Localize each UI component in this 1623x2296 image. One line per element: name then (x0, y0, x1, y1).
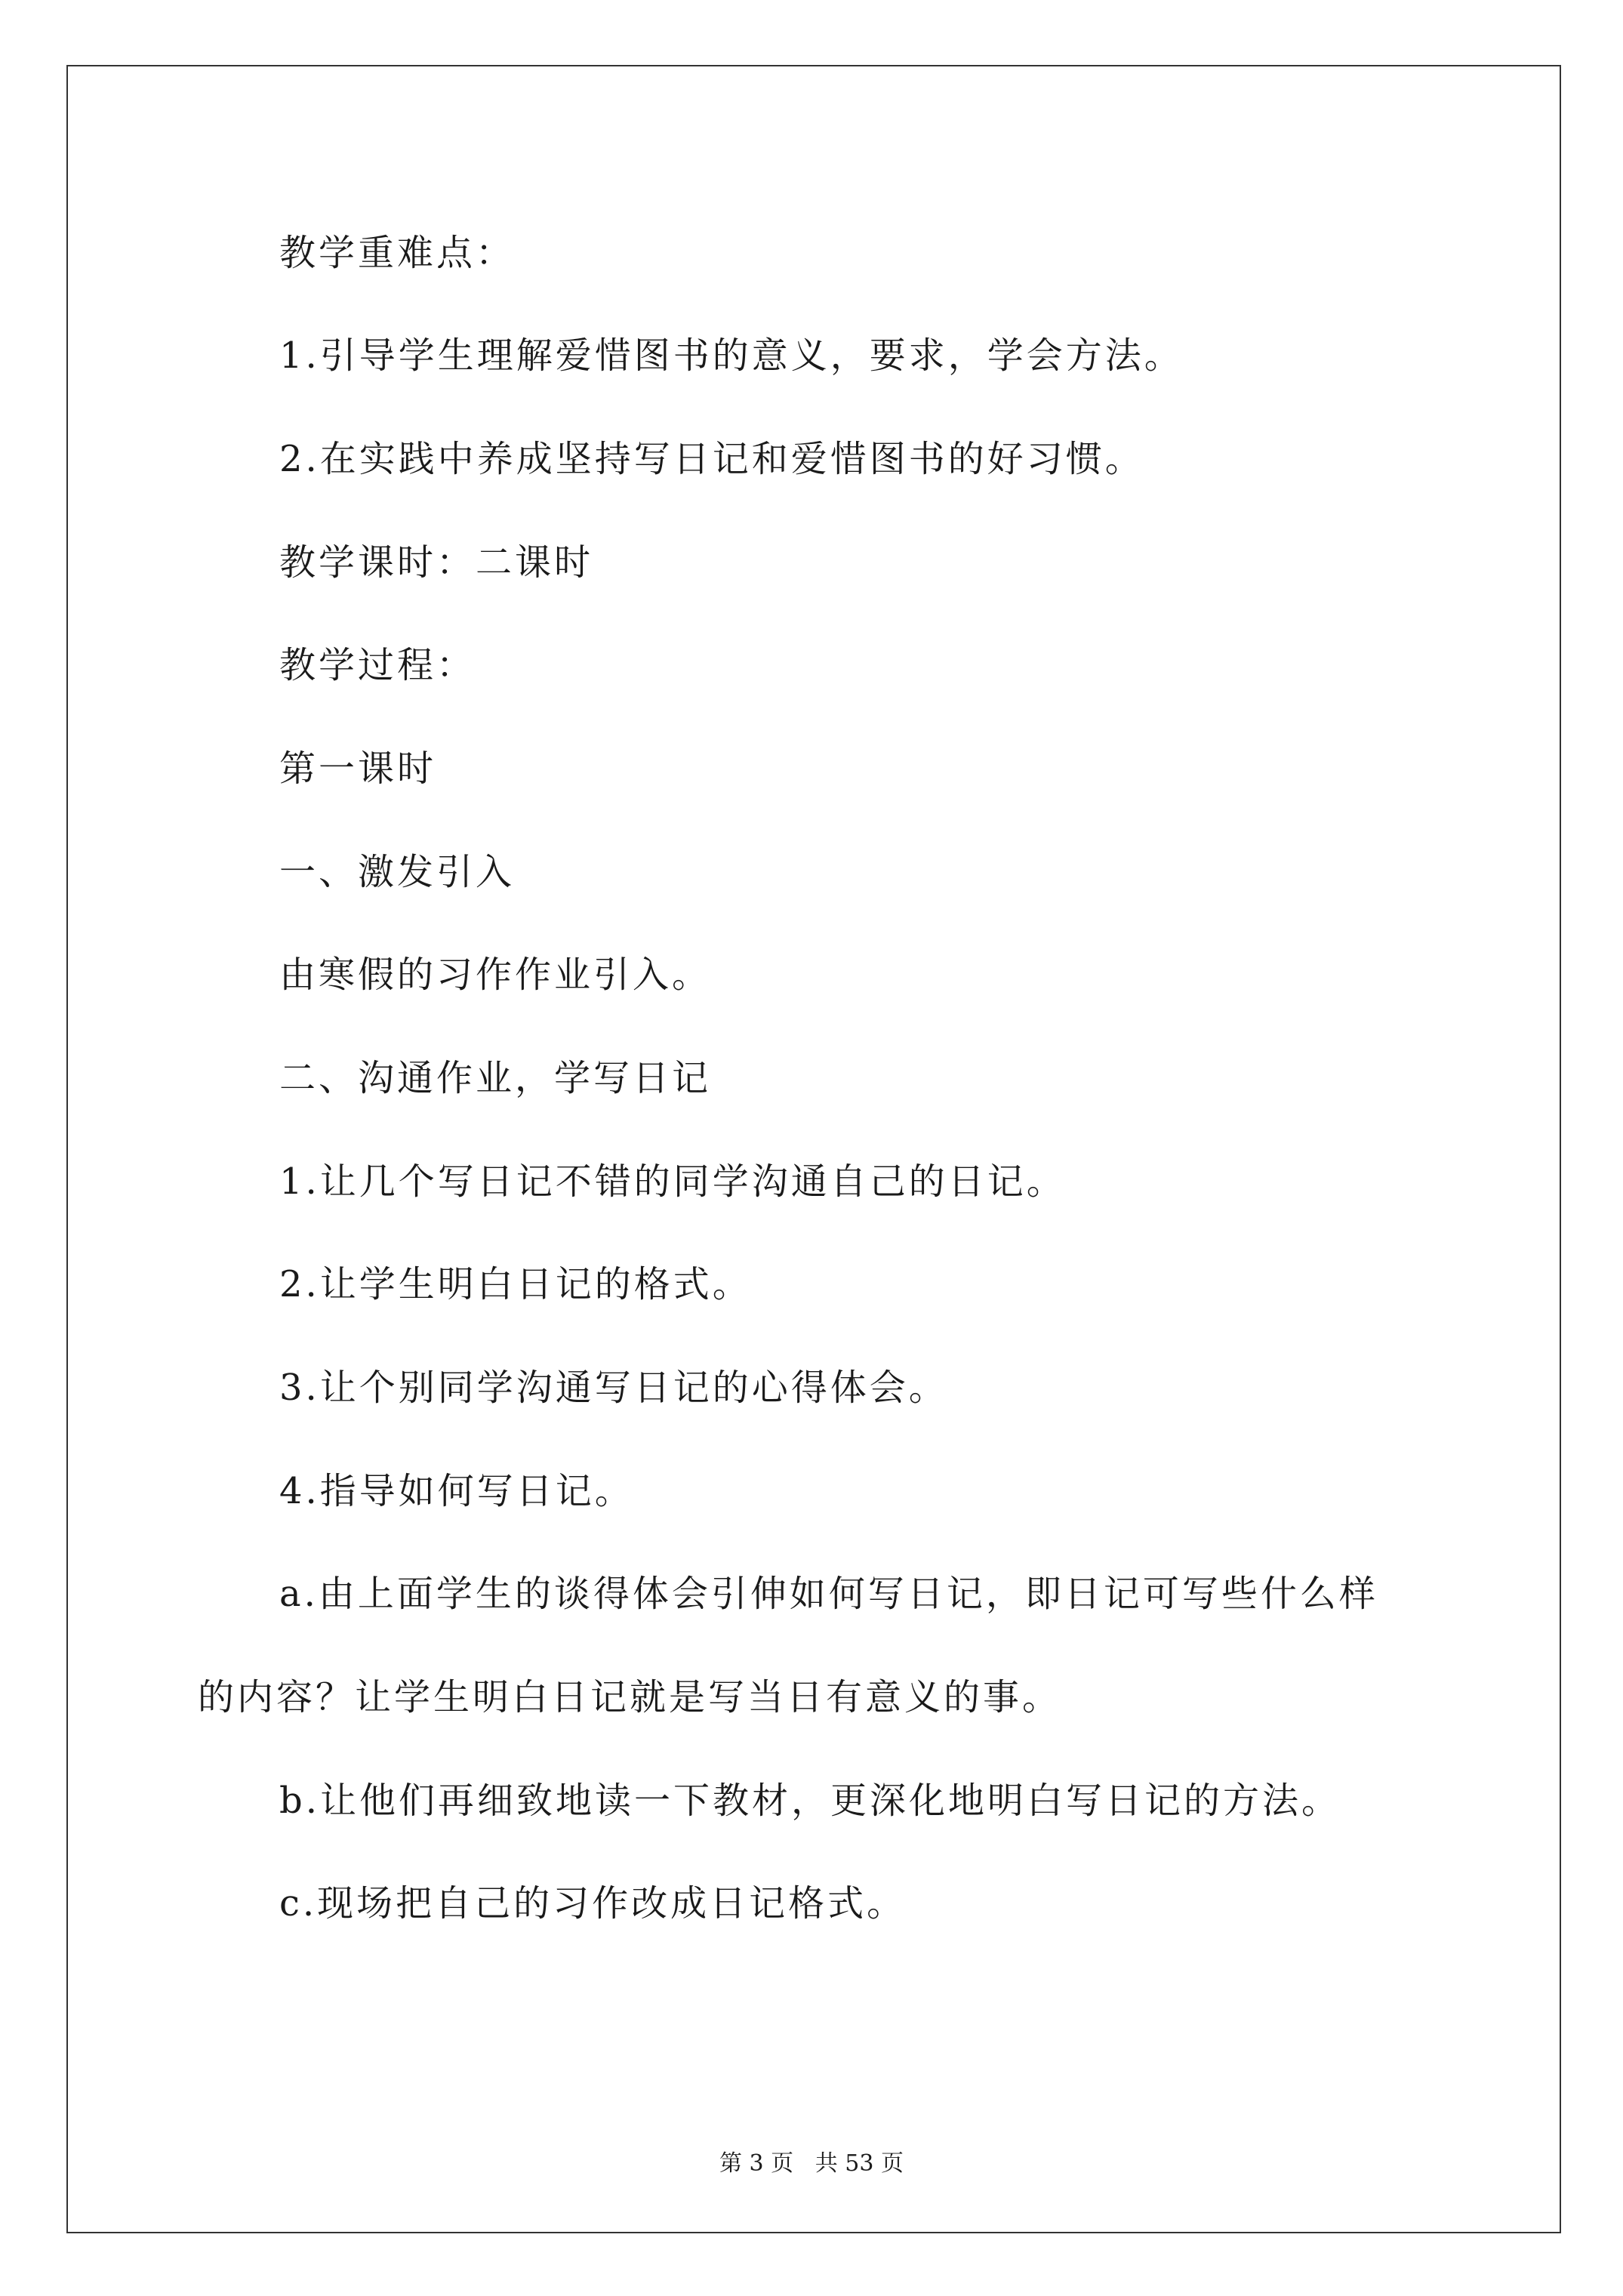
page-number-footer: 第 3 页 共 53 页 (719, 2150, 904, 2177)
paragraph: 由寒假的习作作业引入。 (279, 954, 712, 996)
paragraph: 2.让学生明白日记的格式。 (279, 1263, 752, 1305)
section-heading-part-one: 一、激发引入 (279, 851, 516, 893)
section-heading-key-points: 教学重难点： (279, 232, 516, 274)
paragraph: a.由上面学生的谈得体会引伸如何写日记，即日记可写些什么样 (279, 1573, 1378, 1615)
section-heading-part-two: 二、沟通作业，学写日记 (279, 1057, 712, 1099)
paragraph: 1.引导学生理解爱惜图书的意义，要求，学会方法。 (279, 334, 1184, 377)
paragraph: c.现场把自己的习作改成日记格式。 (279, 1882, 907, 1925)
paragraph: b.让他们再细致地读一下教材，更深化地明白写日记的方法。 (279, 1780, 1341, 1822)
section-heading-class-hours: 教学课时：二课时 (279, 541, 594, 584)
paragraph: 3.让个别同学沟通写日记的心得体会。 (279, 1367, 948, 1409)
section-heading-process: 教学过程： (279, 644, 476, 686)
paragraph-continuation: 的内容？让学生明白日记就是写当日有意义的事。 (198, 1676, 1062, 1718)
paragraph: 2.在实践中养成坚持写日记和爱惜图书的好习惯。 (279, 438, 1144, 480)
paragraph: 1.让几个写日记不错的同学沟通自己的日记。 (279, 1160, 1066, 1203)
section-heading-first-lesson: 第一课时 (279, 747, 437, 790)
paragraph: 4.指导如何写日记。 (279, 1470, 634, 1512)
